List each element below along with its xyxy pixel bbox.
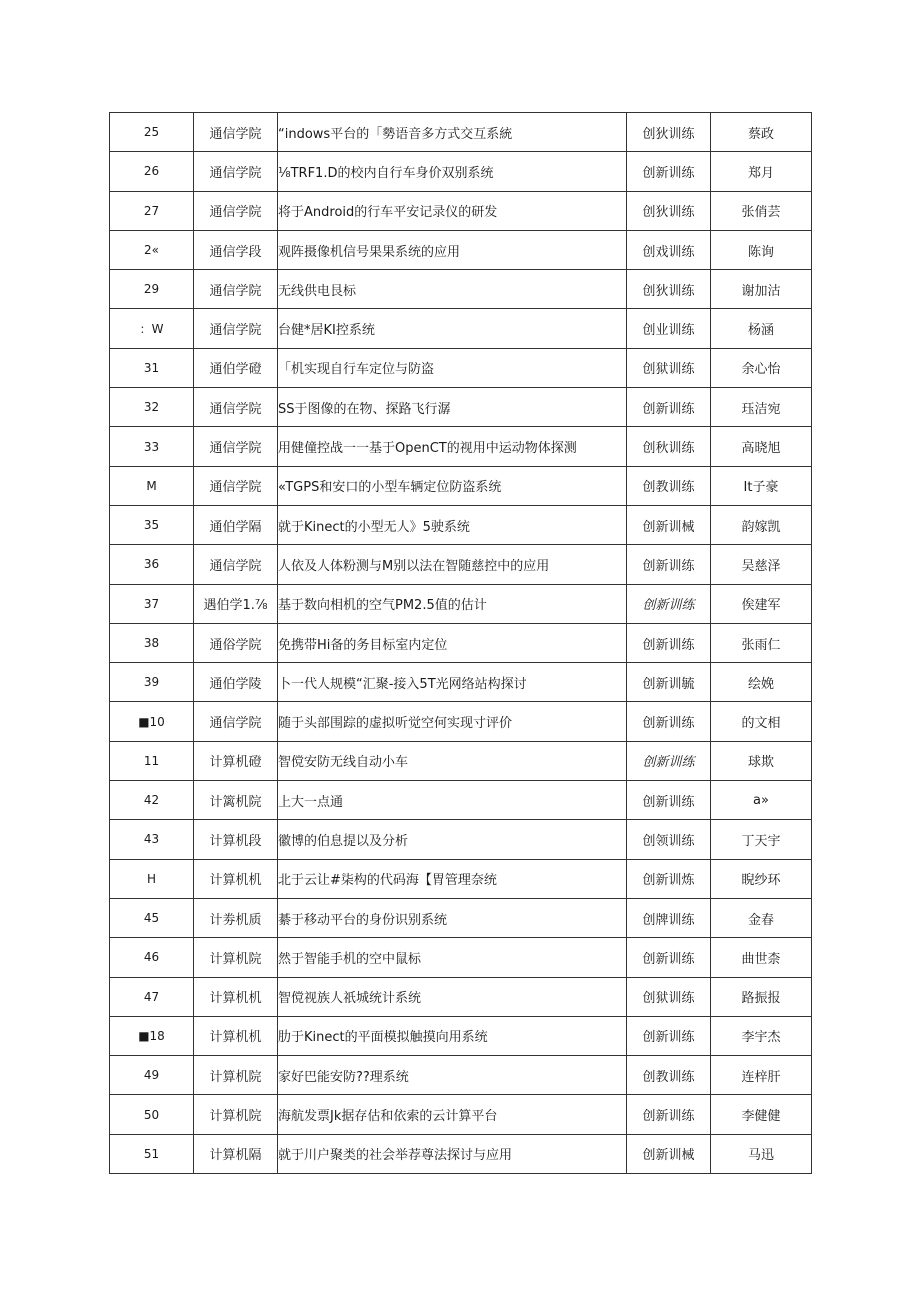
project-type-cell: 创新训炼 — [627, 859, 711, 898]
college-cell: 通信学院 — [194, 545, 278, 584]
leader-name-cell: 马迅 — [711, 1134, 812, 1173]
row-number: H — [110, 859, 194, 898]
leader-name-cell: 张俏芸 — [711, 191, 812, 230]
leader-name-cell: 张雨仁 — [711, 623, 812, 662]
leader-name-cell: 李健健 — [711, 1095, 812, 1134]
table-row — [110, 781, 812, 820]
project-title-cell: 海航发票Jk据存估和依索的云计算平台 — [278, 1095, 627, 1134]
row-number: 38 — [110, 623, 194, 662]
college-cell: 计算机机 — [194, 1016, 278, 1055]
college-cell: 通信学院 — [194, 270, 278, 309]
project-title-cell: 就于川户聚类的社会举荐尊法探讨与应用 — [278, 1134, 627, 1173]
project-title-cell: 徽博的伯息提以及分析 — [278, 820, 627, 859]
row-number: ：W — [110, 309, 194, 348]
college-cell: 计劵机质 — [194, 898, 278, 937]
project-type-cell: 创新训练 — [627, 1016, 711, 1055]
table-row — [110, 505, 812, 544]
project-type-cell: 创领训练 — [627, 820, 711, 859]
project-type-cell: 创教训练 — [627, 1056, 711, 1095]
leader-name-cell: 丁天宇 — [711, 820, 812, 859]
college-cell: 计算机机 — [194, 859, 278, 898]
leader-name-cell: 路振报 — [711, 977, 812, 1016]
project-type-cell: 创新训练 — [627, 938, 711, 977]
leader-name-cell: 李宇杰 — [711, 1016, 812, 1055]
project-type-cell: 创业训练 — [627, 309, 711, 348]
row-number: 42 — [110, 781, 194, 820]
row-number: 51 — [110, 1134, 194, 1173]
project-title-cell: 智傥视族人祇城统计系统 — [278, 977, 627, 1016]
college-cell: 计篱机院 — [194, 781, 278, 820]
table-row — [110, 1056, 812, 1095]
college-cell: 计算机院 — [194, 1056, 278, 1095]
project-type-cell: 创新训械 — [627, 1134, 711, 1173]
table-row — [110, 191, 812, 230]
college-cell: 通信学院 — [194, 427, 278, 466]
project-title-cell: 上大一点通 — [278, 781, 627, 820]
project-type-cell: 创新训练 — [627, 741, 711, 780]
table-row — [110, 309, 812, 348]
project-title-cell: «TGPS和安口的小型车辆定位防盗系统 — [278, 466, 627, 505]
project-title-cell: 随于头部围踪的虚拟听觉空何实现寸评价 — [278, 702, 627, 741]
leader-name-cell: 曲世柰 — [711, 938, 812, 977]
table-row — [110, 1016, 812, 1055]
project-table — [109, 112, 812, 1174]
college-cell: 计算机院 — [194, 938, 278, 977]
table-row — [110, 348, 812, 387]
row-number: ■10 — [110, 702, 194, 741]
table-row — [110, 859, 812, 898]
table-row — [110, 938, 812, 977]
table-row — [110, 820, 812, 859]
college-cell: 计算机段 — [194, 820, 278, 859]
row-number: 25 — [110, 113, 194, 152]
table-row — [110, 898, 812, 937]
leader-name-cell: 金春 — [711, 898, 812, 937]
leader-name-cell: 吴慈泽 — [711, 545, 812, 584]
college-cell: 通信学院 — [194, 702, 278, 741]
row-number: 29 — [110, 270, 194, 309]
project-title-cell: 将于Android的行车平安记录仪的研发 — [278, 191, 627, 230]
row-number: 27 — [110, 191, 194, 230]
project-title-cell: 人依及人体粉测与M别以法在智随慈控中的应用 — [278, 545, 627, 584]
college-cell: 通俗学院 — [194, 623, 278, 662]
leader-name-cell: 杨涵 — [711, 309, 812, 348]
leader-name-cell: 蔡政 — [711, 113, 812, 152]
project-type-cell: 创新训练 — [627, 545, 711, 584]
college-cell: 计算机机 — [194, 977, 278, 1016]
project-title-cell: ⅛TRF1.D的校内自行车身价双别系统 — [278, 152, 627, 191]
college-cell: 通信学院 — [194, 388, 278, 427]
project-title-cell: 肋于Kinect的平面模拟触摸向用系统 — [278, 1016, 627, 1055]
project-type-cell: 创新训练 — [627, 152, 711, 191]
project-title-cell: 免携带Hi备的务目标室内定位 — [278, 623, 627, 662]
leader-name-cell: 球欺 — [711, 741, 812, 780]
row-number: 37 — [110, 584, 194, 623]
project-type-cell: 创新训练 — [627, 702, 711, 741]
project-type-cell: 创新训练 — [627, 388, 711, 427]
table-row — [110, 270, 812, 309]
project-title-cell: 卜一代人规模“汇聚-接入5T光网络站构探讨 — [278, 663, 627, 702]
table-row — [110, 741, 812, 780]
table-row — [110, 388, 812, 427]
table-row — [110, 466, 812, 505]
project-title-cell: 然于智能手机的空中鼠标 — [278, 938, 627, 977]
project-title-cell: SS于图像的在物、探路飞行潺 — [278, 388, 627, 427]
project-type-cell: 创新训械 — [627, 505, 711, 544]
college-cell: 遇伯学1.⅞ — [194, 584, 278, 623]
leader-name-cell: 珏洁宛 — [711, 388, 812, 427]
leader-name-cell: 俟建军 — [711, 584, 812, 623]
project-title-cell: 家好巴能安防??理系统 — [278, 1056, 627, 1095]
row-number: 32 — [110, 388, 194, 427]
row-number: 31 — [110, 348, 194, 387]
college-cell: 通伯学隔 — [194, 505, 278, 544]
row-number: 50 — [110, 1095, 194, 1134]
project-type-cell: 创狱训练 — [627, 348, 711, 387]
college-cell: 通伯学陵 — [194, 663, 278, 702]
college-cell: 通信学院 — [194, 191, 278, 230]
table-row — [110, 152, 812, 191]
leader-name-cell: 陈询 — [711, 230, 812, 269]
leader-name-cell: 韵嫁凯 — [711, 505, 812, 544]
college-cell: 计算机隔 — [194, 1134, 278, 1173]
row-number: 43 — [110, 820, 194, 859]
row-number: 36 — [110, 545, 194, 584]
project-title-cell: 就于Kinect的小型无人》5驶系统 — [278, 505, 627, 544]
project-title-cell: 用健僮控战一一基于OpenCT的视用中运动物体探测 — [278, 427, 627, 466]
project-type-cell: 创狱训练 — [627, 977, 711, 1016]
project-type-cell: 创狄训练 — [627, 191, 711, 230]
college-cell: 通信学院 — [194, 113, 278, 152]
row-number: M — [110, 466, 194, 505]
project-type-cell: 创新训练 — [627, 1095, 711, 1134]
project-type-cell: 创狄训练 — [627, 270, 711, 309]
row-number: 33 — [110, 427, 194, 466]
college-cell: 计算机院 — [194, 1095, 278, 1134]
project-type-cell: 创新训练 — [627, 623, 711, 662]
leader-name-cell: It子豪 — [711, 466, 812, 505]
row-number: 11 — [110, 741, 194, 780]
leader-name-cell: 的文相 — [711, 702, 812, 741]
leader-name-cell: 连梓肝 — [711, 1056, 812, 1095]
table-row — [110, 427, 812, 466]
college-cell: 通信学院 — [194, 309, 278, 348]
project-title-cell: 北于云让#柒构的代码海【胃管理奈统 — [278, 859, 627, 898]
table-row — [110, 545, 812, 584]
table-row — [110, 113, 812, 152]
project-type-cell: 创秋训练 — [627, 427, 711, 466]
project-type-cell: 创狄训练 — [627, 113, 711, 152]
project-title-cell: 基于数向相机的空气PM2.5值的估计 — [278, 584, 627, 623]
row-number: ■18 — [110, 1016, 194, 1055]
project-title-cell: 智傥安防无线自动小车 — [278, 741, 627, 780]
project-type-cell: 创新训练 — [627, 781, 711, 820]
project-title-cell: 观阵摄像机信号果果系统的应用 — [278, 230, 627, 269]
college-cell: 通信学院 — [194, 152, 278, 191]
row-number: 26 — [110, 152, 194, 191]
table-row — [110, 663, 812, 702]
leader-name-cell: a» — [711, 781, 812, 820]
project-title-cell: 无线供电艮标 — [278, 270, 627, 309]
row-number: 39 — [110, 663, 194, 702]
table-row — [110, 1134, 812, 1173]
college-cell: 通信学段 — [194, 230, 278, 269]
college-cell: 通伯学磴 — [194, 348, 278, 387]
row-number: 49 — [110, 1056, 194, 1095]
table-row — [110, 623, 812, 662]
table-row — [110, 230, 812, 269]
leader-name-cell: 绘娩 — [711, 663, 812, 702]
row-number: 46 — [110, 938, 194, 977]
leader-name-cell: 余心怡 — [711, 348, 812, 387]
project-title-cell: 「机实现自行车定位与防盗 — [278, 348, 627, 387]
row-number: 2« — [110, 230, 194, 269]
project-title-cell: 綦于移动平台的身份识别系统 — [278, 898, 627, 937]
college-cell: 通信学院 — [194, 466, 278, 505]
leader-name-cell: 高晓旭 — [711, 427, 812, 466]
project-title-cell: “indows平台的「勢语音多方式交互系統 — [278, 113, 627, 152]
row-number: 45 — [110, 898, 194, 937]
project-type-cell: 创牌训练 — [627, 898, 711, 937]
project-type-cell: 创新训练 — [627, 584, 711, 623]
leader-name-cell: 睨纱环 — [711, 859, 812, 898]
project-table-body — [110, 113, 812, 1174]
college-cell: 计算机磴 — [194, 741, 278, 780]
project-type-cell: 创戏训练 — [627, 230, 711, 269]
table-row — [110, 977, 812, 1016]
table-row — [110, 1095, 812, 1134]
table-row — [110, 702, 812, 741]
leader-name-cell: 郑月 — [711, 152, 812, 191]
project-type-cell: 创新训毓 — [627, 663, 711, 702]
table-row — [110, 584, 812, 623]
row-number: 35 — [110, 505, 194, 544]
project-title-cell: 台健*居KI控系统 — [278, 309, 627, 348]
project-type-cell: 创教训练 — [627, 466, 711, 505]
row-number: 47 — [110, 977, 194, 1016]
leader-name-cell: 谢加沽 — [711, 270, 812, 309]
